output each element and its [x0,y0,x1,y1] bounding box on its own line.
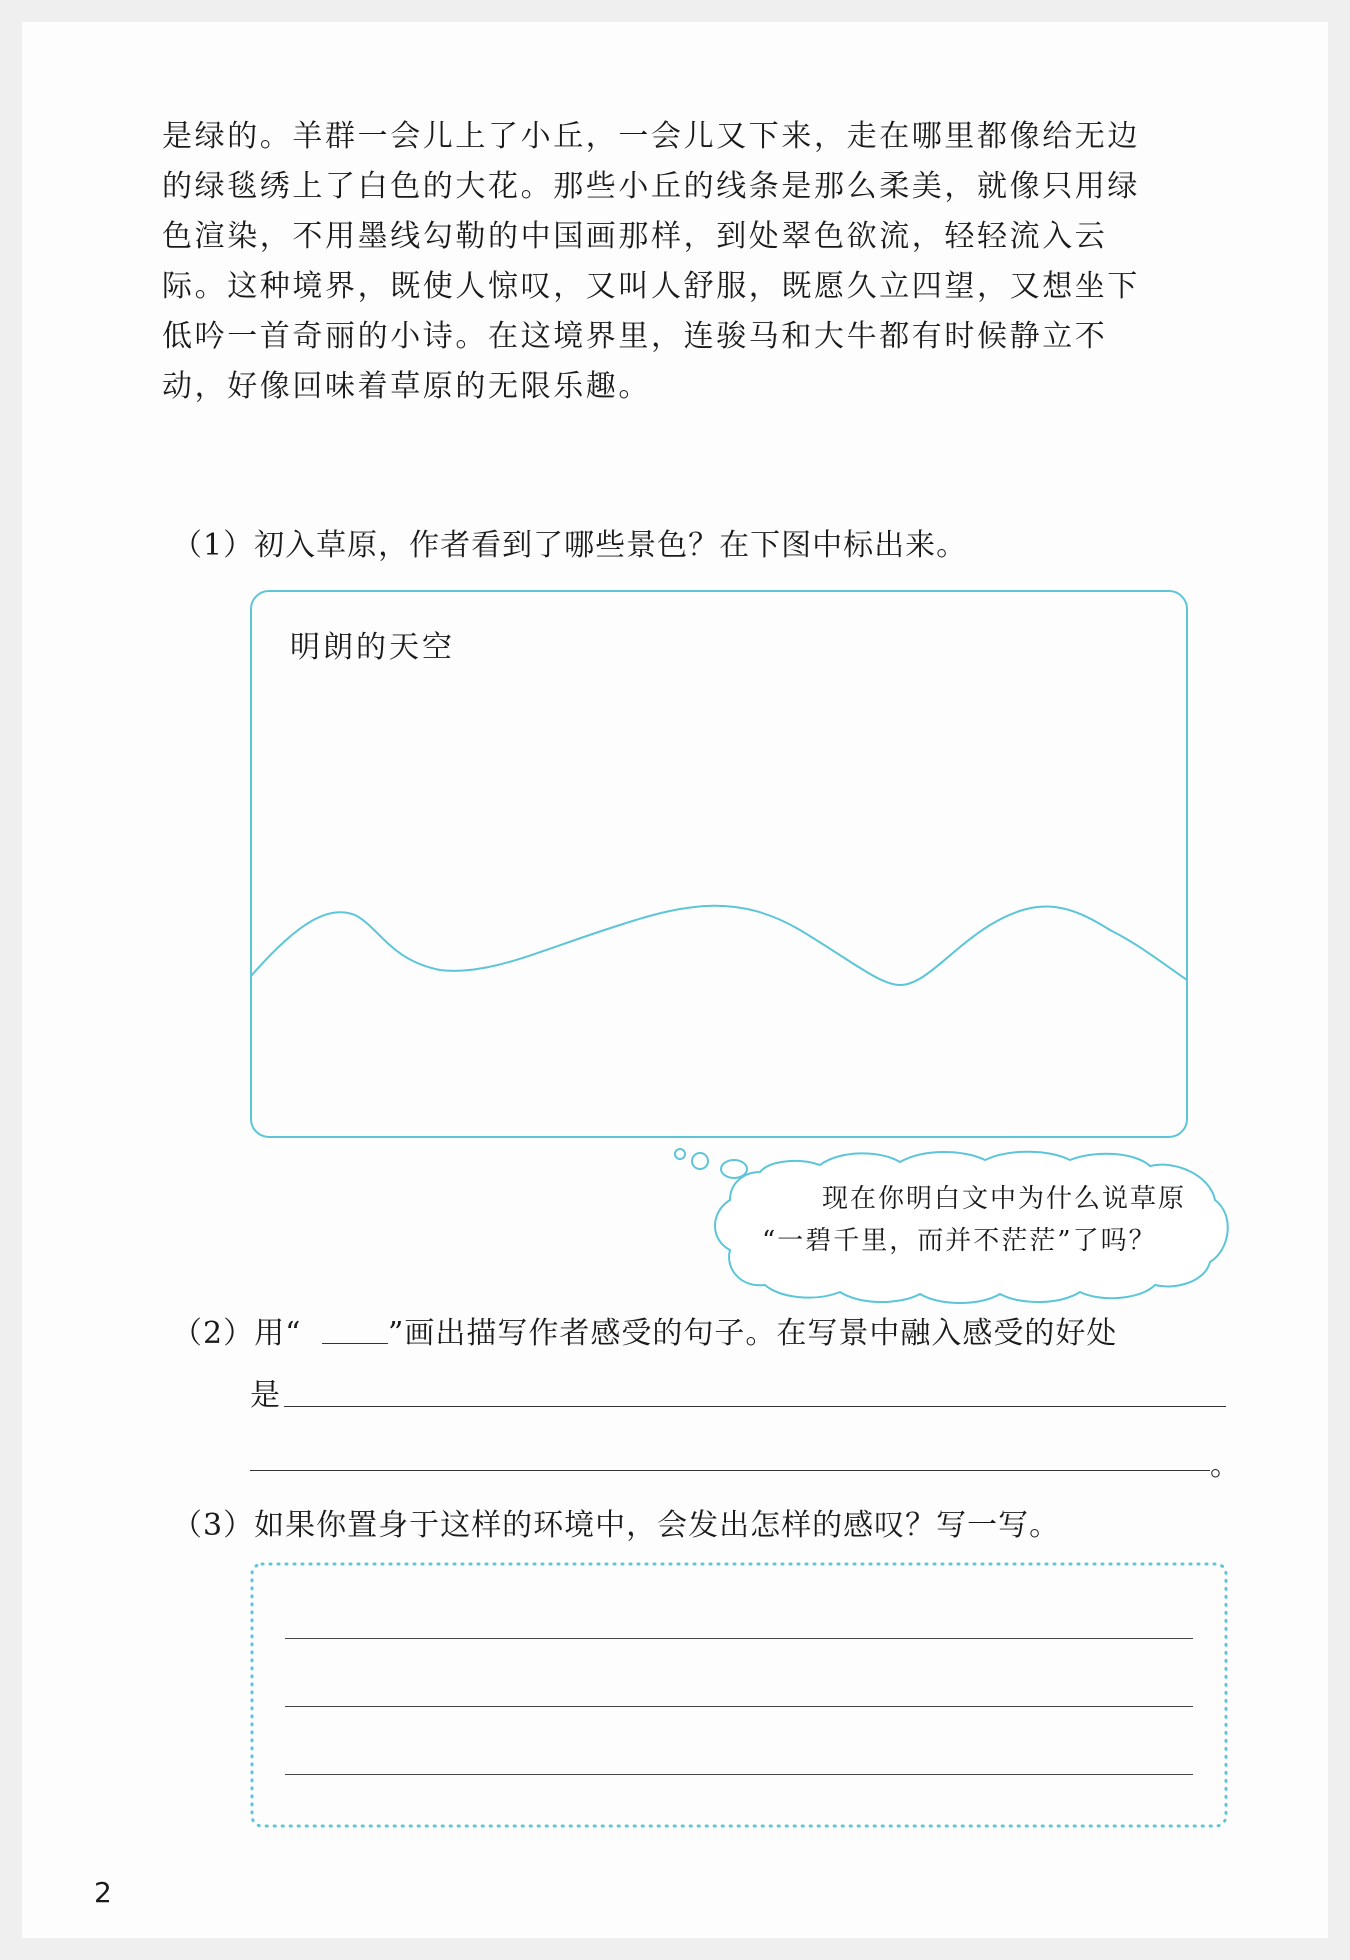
writing-line-2[interactable] [285,1706,1193,1707]
passage-line: 低吟一首奇丽的小诗。在这境界里，连骏马和大牛都有时候静立不 [162,319,1108,354]
question-1: （1）初入草原，作者看到了哪些景色？在下图中标出来。 [172,528,968,563]
passage-line: 动，好像回味着草原的无限乐趣。 [162,369,651,404]
question-3: （3）如果你置身于这样的环境中，会发出怎样的感叹？写一写。 [172,1508,1061,1543]
question-2-line2: 是 [250,1378,281,1413]
question-2-suffix: ”画出描写作者感受的句子。在写景中融入感受的好处 [388,1316,1118,1351]
writing-line-3[interactable] [285,1774,1193,1775]
bubble-line-2: “一碧千里，而并不茫茫”了吗？ [762,1226,1157,1256]
passage-line: 是绿的。羊群一会儿上了小丘，一会儿又下来，走在哪里都像给无边 [162,119,1140,154]
writing-line-1[interactable] [285,1638,1193,1639]
period-mark: 。 [1210,1448,1241,1483]
passage-line: 色渲染，不用墨线勾勒的中国画那样，到处翠色欲流，轻轻流入云 [162,219,1108,254]
sky-label: 明朗的天空 [290,630,455,665]
passage-line: 际。这种境界，既使人惊叹，又叫人舒服，既愿久立四望，又想坐下 [162,269,1140,304]
question-2-prefix: （2）用“ [172,1316,302,1351]
page-number: 2 [94,1876,112,1909]
passage-line: 的绿毯绣上了白色的大花。那些小丘的线条是那么柔美，就像只用绿 [162,169,1140,204]
bubble-line-1: 现在你明白文中为什么说草原 [822,1184,1187,1214]
